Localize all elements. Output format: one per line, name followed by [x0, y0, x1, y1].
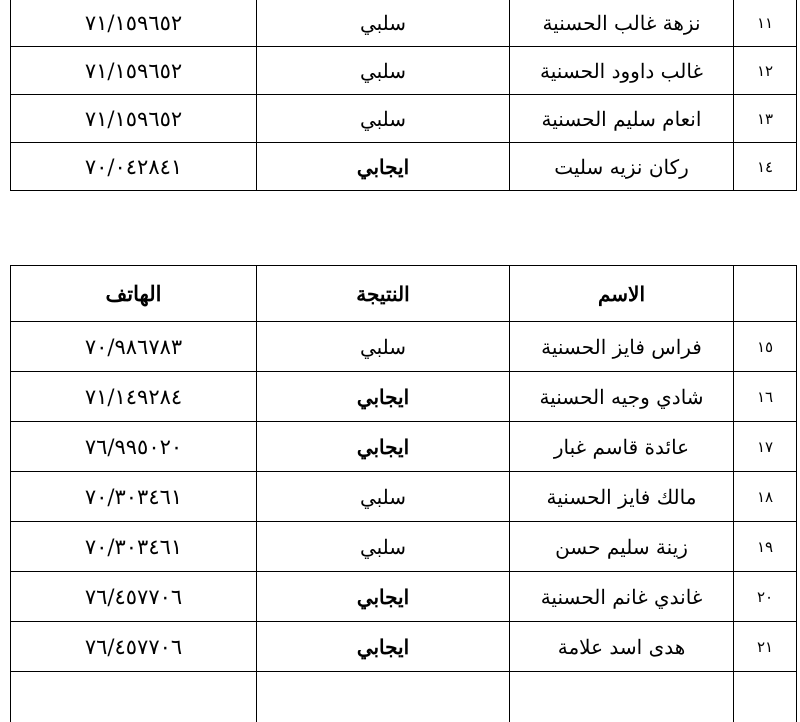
- result-cell: ايجابي: [257, 422, 510, 472]
- table-row: [11, 522, 797, 572]
- phone-cell: ٧١/١٥٩٦٥٢: [11, 95, 257, 143]
- header-phone: الهاتف: [11, 266, 257, 322]
- row-number-cell: ١٤: [734, 143, 797, 191]
- result-cell: سلبي: [257, 322, 510, 372]
- row-number-cell: ١٩: [734, 522, 797, 572]
- row-number-cell: [734, 672, 797, 722]
- row-number-cell: ١٥: [734, 322, 797, 372]
- row-number-cell: ١٦: [734, 372, 797, 422]
- phone-cell: ٧١/١٤٩٢٨٤: [11, 372, 257, 422]
- name-cell: نزهة غالب الحسنية: [510, 0, 734, 47]
- header-result: النتيجة: [257, 266, 510, 322]
- name-cell: عائدة قاسم غبار: [510, 422, 734, 472]
- name-cell: فراس فايز الحسنية: [510, 322, 734, 372]
- phone-cell: ٧٦/٤٥٧٧٠٦: [11, 622, 257, 672]
- table-header-row: [11, 266, 797, 322]
- table-row: [11, 0, 797, 47]
- name-cell: هدى اسد علامة: [510, 622, 734, 672]
- name-cell: شادي وجيه الحسنية: [510, 372, 734, 422]
- result-cell: سلبي: [257, 522, 510, 572]
- row-number-cell: ١٧: [734, 422, 797, 472]
- table-row: [11, 95, 797, 143]
- result-cell: ايجابي: [257, 143, 510, 191]
- phone-cell: ٧٠/٣٠٣٤٦١: [11, 522, 257, 572]
- table-row: [11, 572, 797, 622]
- name-cell: مالك فايز الحسنية: [510, 472, 734, 522]
- name-cell: ركان نزيه سليت: [510, 143, 734, 191]
- results-table-top: [10, 0, 797, 191]
- header-name: الاسم: [510, 266, 734, 322]
- phone-cell: [11, 672, 257, 722]
- phone-cell: ٧٦/٤٥٧٧٠٦: [11, 572, 257, 622]
- result-cell: سلبي: [257, 472, 510, 522]
- row-number-cell: ١٣: [734, 95, 797, 143]
- results-table-bottom: [10, 265, 797, 722]
- table-row: [11, 422, 797, 472]
- phone-cell: ٧١/١٥٩٦٥٢: [11, 0, 257, 47]
- phone-cell: ٧٦/٩٩٥٠٢٠: [11, 422, 257, 472]
- row-number-cell: ١٨: [734, 472, 797, 522]
- name-cell: [510, 672, 734, 722]
- phone-cell: ٧٠/٩٨٦٧٨٣: [11, 322, 257, 372]
- name-cell: غاندي غانم الحسنية: [510, 572, 734, 622]
- result-cell: ايجابي: [257, 572, 510, 622]
- result-cell: ايجابي: [257, 372, 510, 422]
- phone-cell: ٧٠/٠٤٢٨٤١: [11, 143, 257, 191]
- table-row: [11, 47, 797, 95]
- phone-cell: ٧١/١٥٩٦٥٢: [11, 47, 257, 95]
- table-row: [11, 372, 797, 422]
- result-cell: سلبي: [257, 0, 510, 47]
- table-row: [11, 472, 797, 522]
- row-number-cell: ١١: [734, 0, 797, 47]
- phone-cell: ٧٠/٣٠٣٤٦١: [11, 472, 257, 522]
- result-cell: سلبي: [257, 47, 510, 95]
- result-cell: سلبي: [257, 95, 510, 143]
- row-number-cell: ٢١: [734, 622, 797, 672]
- row-number-cell: ٢٠: [734, 572, 797, 622]
- result-cell: ايجابي: [257, 622, 510, 672]
- table-row: [11, 143, 797, 191]
- row-number-cell: ١٢: [734, 47, 797, 95]
- table-row: [11, 622, 797, 672]
- header-number: [734, 266, 797, 322]
- table-row: [11, 322, 797, 372]
- name-cell: انعام سليم الحسنية: [510, 95, 734, 143]
- name-cell: غالب داوود الحسنية: [510, 47, 734, 95]
- result-cell: [257, 672, 510, 722]
- name-cell: زينة سليم حسن: [510, 522, 734, 572]
- table-row-partial: [11, 672, 797, 722]
